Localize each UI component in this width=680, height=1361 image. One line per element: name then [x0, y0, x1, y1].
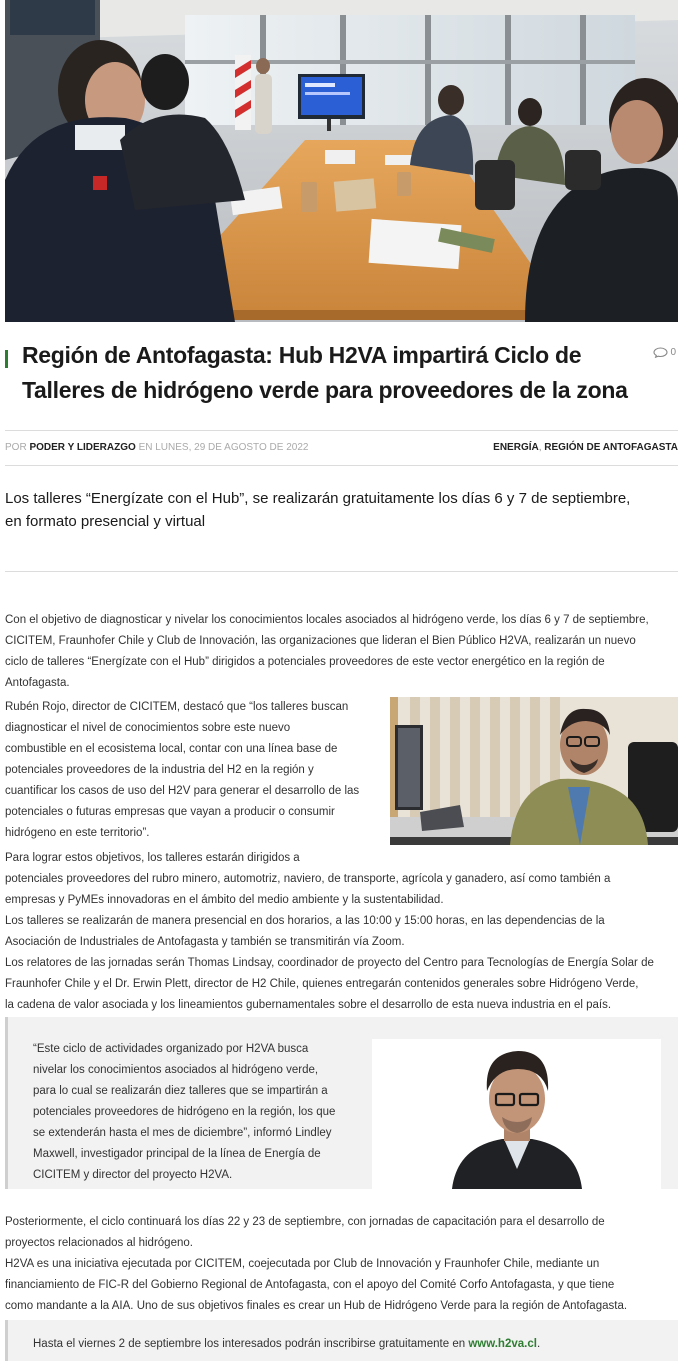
category-link-region[interactable]: REGIÓN DE ANTOFAGASTA [544, 442, 678, 453]
portrait-lindley-maxwell [372, 1039, 661, 1189]
paragraph-3 [5, 848, 678, 911]
paragraph-5 [5, 953, 678, 1016]
paragraph-2 [5, 697, 385, 844]
p5-line: Los relatores de las jornadas serán Thomas Lindsay, coordinador de proyecto del Centro para Tecnologías de Energía Solar de [5, 957, 654, 969]
p7-line: como mandante a la AIA. Uno de sus objetivos finales es crear un Hub de Hidrógeno Verde para la región de Antofagasta. [5, 1300, 628, 1312]
article-meta-bar [5, 430, 678, 466]
p2-line: hidrógeno en este territorio”. [5, 827, 150, 839]
p4-line: Los talleres se realizarán de manera presencial en dos horarios, a las 10:00 y 15:00 horas, en las dependencias de la [5, 915, 605, 927]
title-accent-bar [5, 350, 8, 368]
p6-line: proyectos relacionados al hidrógeno. [5, 1237, 193, 1249]
p1-line: Con el objetivo de diagnosticar y nivelar los conocimientos locales asociados al hidrógeno verde, los días 6 y 7 de septiembre, [5, 614, 649, 626]
article-header [5, 338, 678, 414]
quote-line: Maxwell, investigador principal de la línea de Energía de [33, 1148, 321, 1160]
publish-date: EN LUNES, 29 DE AGOSTO DE 2022 [138, 442, 309, 453]
comment-count: 0 [670, 347, 676, 358]
quote-line: CICITEM y director del proyecto H2VA. [33, 1169, 233, 1181]
quote-line: para lo cual se realizarán diez talleres que se impartirán a [33, 1085, 328, 1097]
article-title-line-1: Región de Antofagasta: Hub H2VA impartirá Ciclo de [22, 342, 582, 368]
p3-line: potenciales proveedores del rubro minero, automotriz, naviero, de transporte, agrícola y ganadero, así como también a [5, 873, 611, 885]
category-separator: , [538, 442, 542, 453]
blockquote [5, 1017, 678, 1189]
p2-line: diagnosticar el nivel de conocimientos sobre este nuevo [5, 722, 291, 734]
p2-line: potenciales o futuras empresas que vayan a producir o consumir [5, 806, 335, 818]
speech-bubble-icon [653, 347, 668, 358]
quote-text [33, 1039, 353, 1186]
p5-line: la cadena de valor asociada y los lineamientos gubernamentales sobre el desarrollo de esta nueva industria en el país. [5, 999, 612, 1011]
p2-line: cuantificar los casos de uso del H2V para generar el desarrollo de las [5, 785, 360, 797]
paragraph-1 [5, 610, 678, 694]
comment-count-link[interactable] [653, 347, 676, 358]
quote-line: nivelar los conocimientos asociados al hidrógeno verde, [33, 1064, 319, 1076]
author-link[interactable]: PODER Y LIDERAZGO [29, 442, 136, 453]
p4-line: Asociación de Industriales de Antofagasta y también se transmitirán vía Zoom. [5, 936, 405, 948]
p2-line: potenciales proveedores de la industria del H2 en la región y [5, 764, 314, 776]
paragraph-4 [5, 911, 678, 953]
p2-line: Rubén Rojo, director de CICITEM, destacó que “los talleres buscan [5, 701, 349, 713]
p7-line: H2VA es una iniciativa ejecutada por CICITEM, coejecutada por Club de Innovación y Fraunhofer Chile, mediante un [5, 1258, 600, 1270]
category-link-energia[interactable]: ENERGÍA [493, 442, 539, 453]
quote-line: “Este ciclo de actividades organizado por H2VA busca [33, 1043, 309, 1055]
lead-divider [5, 571, 678, 572]
p6-line: Posteriormente, el ciclo continuará los días 22 y 23 de septiembre, con jornadas de capacitación para el desarrollo de [5, 1216, 605, 1228]
lead-line-1: Los talleres “Energízate con el Hub”, se realizarán gratuitamente los días 6 y 7 de septiembre, [5, 490, 631, 507]
notice-body: Hasta el viernes 2 de septiembre los interesados podrán inscribirse gratuitamente en [33, 1338, 469, 1350]
quote-line: se extenderán hasta el mes de diciembre”, informó Lindley [33, 1127, 332, 1139]
paragraph-7 [5, 1254, 678, 1317]
p5-line: Fraunhofer Chile y el Dr. Erwin Plett, director de H2 Chile, quienes entregarán contenidos generales sobre Hidrógeno Verde, [5, 978, 639, 990]
p1-line: ciclo de talleres “Energízate con el Hub” dirigidos a potenciales proveedores de este vector energético en la región de [5, 656, 605, 668]
lead-line-2: en formato presencial y virtual [5, 513, 206, 530]
meta-by: POR [5, 442, 27, 453]
paragraph-6 [5, 1212, 678, 1254]
p3-line: empresas y PyMEs innovadoras en el ámbito del medio ambiente y la sustentabilidad. [5, 894, 444, 906]
article-title [22, 338, 642, 408]
article-title-line-2: Talleres de hidrógeno verde para proveedores de la zona [22, 377, 628, 403]
p1-line: CICITEM, Fraunhofer Chile y Club de Innovación, las organizaciones que lideran el Bien Público H2VA, realizarán un nuevo [5, 635, 636, 647]
notice-text [33, 1338, 540, 1350]
p7-line: financiamiento de FIC-R del Gobierno Regional de Antofagasta, con el apoyo del Comité Corfo Antofagasta, y que tiene [5, 1279, 615, 1291]
p1-line: Antofagasta. [5, 677, 70, 689]
registration-notice [5, 1320, 678, 1361]
h2va-website-link[interactable]: www.h2va.cl [468, 1338, 537, 1350]
portrait-ruben-rojo [390, 697, 678, 845]
p2-line: combustible en el ecosistema local, contar con una línea base de [5, 743, 338, 755]
article-lead [5, 487, 678, 533]
hero-image-workshop [5, 0, 678, 322]
p3-line: Para lograr estos objetivos, los talleres estarán dirigidos a [5, 852, 300, 864]
notice-end: . [536, 1338, 541, 1350]
quote-line: potenciales proveedores de hidrógeno en la región, los que [33, 1106, 336, 1118]
